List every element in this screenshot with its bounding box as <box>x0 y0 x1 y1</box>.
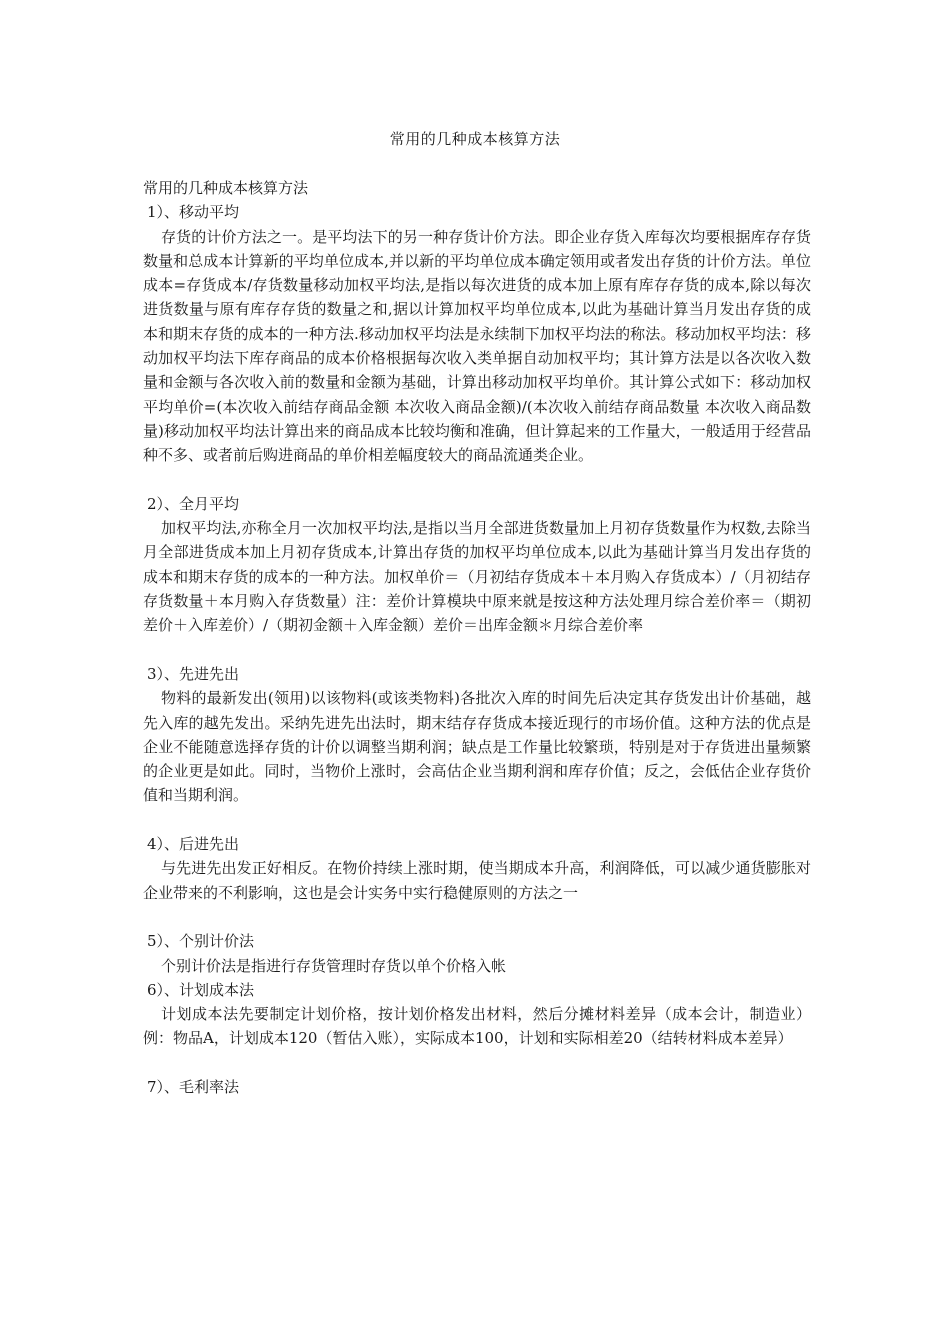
section-body-specific-identification: 个别计价法是指进行存货管理时存货以单个价格入帐 <box>161 956 507 975</box>
section-heading-monthly-average: 2）、全月平均 <box>147 494 240 513</box>
blank-line <box>143 638 811 662</box>
section-heading-gross-margin: 7）、毛利率法 <box>147 1077 240 1096</box>
section-heading-lifo: 4）、后进先出 <box>147 835 240 854</box>
sub-title: 常用的几种成本核算方法 <box>143 179 309 197</box>
section-body-fifo: 物料的最新发出(领用)以该物料(或该类物料)各批次入库的时间先后决定其存货发出计价基础，越先入库的越先发出。采纳先进先出法时，期末结存存货成本接近现行的市场价值。这种方法的优点是企业不能随意选择存货的计价以调整当期利润；缺点是工作量比较繁琐，特别是对于存货进出量频繁的企业更是如此。同时，当物价上涨时，会高估企业当期利润和库存价值；反之，会低估企业存货价值和当期利润。 <box>143 689 811 805</box>
section-body-lifo: 与先进先出发正好相反。在物价持续上涨时期，使当期成本升高，利润降低，可以减少通货膨胀对企业带来的不利影响，这也是会计实务中实行稳健原则的方法之一 <box>143 859 811 902</box>
section-body-monthly-average: 加权平均法,亦称全月一次加权平均法,是指以当月全部进货数量加上月初存货数量作为权数,去除当月全部进货成本加上月初存货成本,计算出存货的加权平均单位成本,以此为基础计算当月发出存货的成本和期末存货的成本的一种方法。加权单价＝（月初结存货成本＋本月购入存货成本）/（月初结存存货数量＋本月购入存货数量）注：差价计算模块中原来就是按这种方法处理月综合差价率＝（期初差价＋入库差价）/（期初金额＋入库金额）差价＝出库金额＊月综合差价率 <box>143 519 811 635</box>
section-body-planned-cost: 计划成本法先要制定计划价格，按计划价格发出材料，然后分摊材料差异（成本会计，制造业）例：物品A，计划成本120（暂估入账），实际成本100，计划和实际相差20（结转材料成本差异） <box>143 1005 811 1048</box>
section-heading-planned-cost: 6）、计划成本法 <box>147 980 255 999</box>
blank-line <box>143 808 811 832</box>
blank-line <box>143 1051 811 1075</box>
document-body <box>143 176 811 1099</box>
section-heading-fifo: 3）、先进先出 <box>147 664 240 683</box>
blank-line <box>143 905 811 929</box>
section-body-moving-average: 存货的计价方法之一。是平均法下的另一种存货计价方法。即企业存货入库每次均要根据库存存货数量和总成本计算新的平均单位成本,并以新的平均单位成本确定领用或者发出存货的计价方法。单位成本=存货成本/存货数量移动加权平均法,是指以每次进货的成本加上原有库存存货的成本,除以每次进货数量与原有库存存货的数量之和,据以计算加权平均单位成本,以此为基础计算当月发出存货的成本和期末存货的成本的一种方法.移动加权平均法是永续制下加权平均法的称法。移动加权平均法：移动加权平均法下库存商品的成本价格根据每次收入类单据自动加权平均；其计算方法是以各次收入数量和金额与各次收入前的数量和金额为基础，计算出移动加权平均单价。其计算公式如下：移动加权平均单价=(本次收入前结存商品金额 本次收入商品金额)/(本次收入前结存商品数量 本次收入商品数量)移动加权平均法计算出来的商品成本比较均衡和准确，但计算起来的工作量大，一般适用于经营品种不多、或者前后购进商品的单价相差幅度较大的商品流通类企业。 <box>143 227 811 465</box>
blank-line <box>143 468 811 492</box>
section-heading-specific-identification: 5）、个别计价法 <box>147 932 255 951</box>
document-title: 常用的几种成本核算方法 <box>389 130 561 148</box>
section-heading-moving-average: 1）、移动平均 <box>147 203 240 222</box>
